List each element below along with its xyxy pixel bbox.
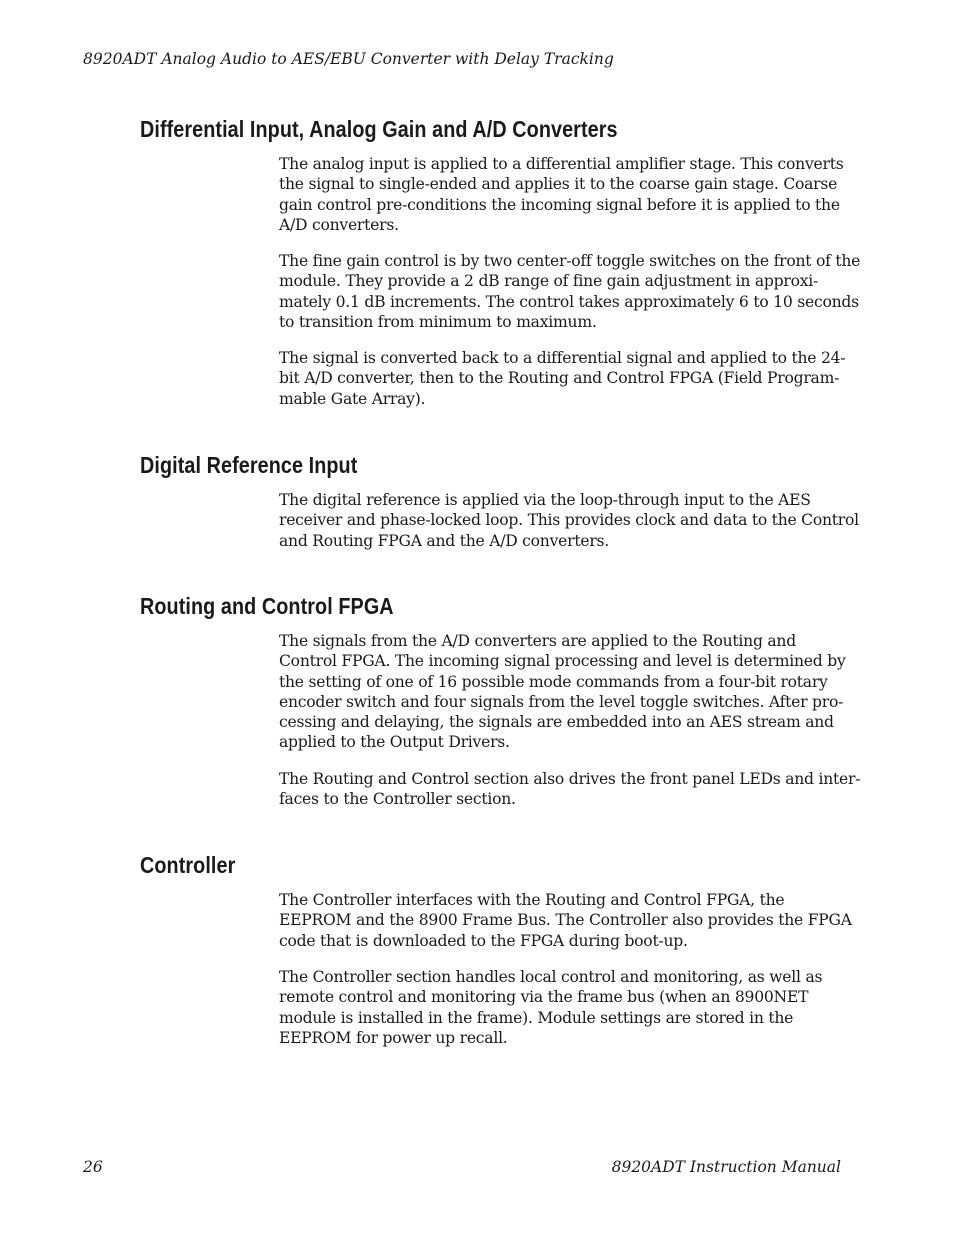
- text-line: gain control pre-conditions the incoming signal before it is applied to the: [279, 195, 840, 214]
- text-line: receiver and phase-locked loop. This provides clock and data to the Control: [279, 511, 859, 530]
- section-heading-digital-reference: Digital Reference Input: [140, 452, 358, 478]
- text-line: code that is downloaded to the FPGA during boot-up.: [279, 931, 688, 950]
- section-heading-controller: Controller: [140, 852, 236, 878]
- text-line: and Routing FPGA and the A/D converters.: [279, 531, 609, 550]
- text-line: The Controller section handles local control and monitoring, as well as: [279, 968, 823, 986]
- text-line: mately 0.1 dB increments. The control takes approximately 6 to 10 seconds: [279, 292, 859, 311]
- text-line: mable Gate Array).: [279, 389, 426, 408]
- paragraph: [279, 890, 852, 951]
- text-line: The signals from the A/D converters are applied to the Routing and: [279, 632, 796, 650]
- paragraph: [279, 631, 846, 753]
- page-number: 26: [83, 1158, 103, 1176]
- text-line: The fine gain control is by two center-off toggle switches on the front of the: [279, 252, 861, 270]
- paragraph: [279, 769, 861, 810]
- text-line: cessing and delaying, the signals are embedded into an AES stream and: [279, 713, 834, 732]
- text-line: the signal to single-ended and applies it to the coarse gain stage. Coarse: [279, 175, 838, 194]
- text-line: The Routing and Control section also drives the front panel LEDs and inter-: [279, 770, 861, 788]
- text-line: The analog input is applied to a differential amplifier stage. This converts: [279, 155, 844, 173]
- paragraph: [279, 154, 843, 235]
- text-line: remote control and monitoring via the frame bus (when an 8900NET: [279, 988, 809, 1007]
- text-line: module is installed in the frame). Module settings are stored in the: [279, 1008, 794, 1027]
- text-line: applied to the Output Drivers.: [279, 733, 510, 752]
- text-line: EEPROM and the 8900 Frame Bus. The Controller also provides the FPGA: [279, 911, 852, 930]
- section-heading-differential-input: Differential Input, Analog Gain and A/D Converters: [140, 116, 618, 142]
- text-line: EEPROM for power up recall.: [279, 1028, 508, 1047]
- running-header: 8920ADT Analog Audio to AES/EBU Converter with Delay Tracking: [83, 50, 614, 68]
- text-line: to transition from minimum to maximum.: [279, 312, 597, 331]
- text-line: The digital reference is applied via the loop-through input to the AES: [279, 491, 811, 509]
- text-line: Control FPGA. The incoming signal processing and level is determined by: [279, 652, 846, 671]
- text-line: faces to the Controller section.: [279, 790, 516, 809]
- paragraph: [279, 348, 846, 409]
- paragraph: [279, 967, 843, 1048]
- text-line: The signal is converted back to a differential signal and applied to the 24-: [279, 349, 846, 367]
- text-line: the setting of one of 16 possible mode commands from a four-bit rotary: [279, 672, 828, 691]
- text-line: The Controller interfaces with the Routing and Control FPGA, the: [279, 891, 785, 909]
- paragraph: [279, 251, 861, 332]
- section-heading-routing-control: Routing and Control FPGA: [140, 593, 394, 619]
- paragraph: [279, 490, 859, 551]
- text-line: bit A/D converter, then to the Routing and Control FPGA (Field Program-: [279, 369, 840, 388]
- text-line: encoder switch and four signals from the level toggle switches. After pro-: [279, 692, 844, 711]
- footer-manual-title: 8920ADT Instruction Manual: [611, 1158, 841, 1176]
- text-line: module. They provide a 2 dB range of fine gain adjustment in approxi-: [279, 272, 819, 291]
- text-line: A/D converters.: [279, 215, 399, 234]
